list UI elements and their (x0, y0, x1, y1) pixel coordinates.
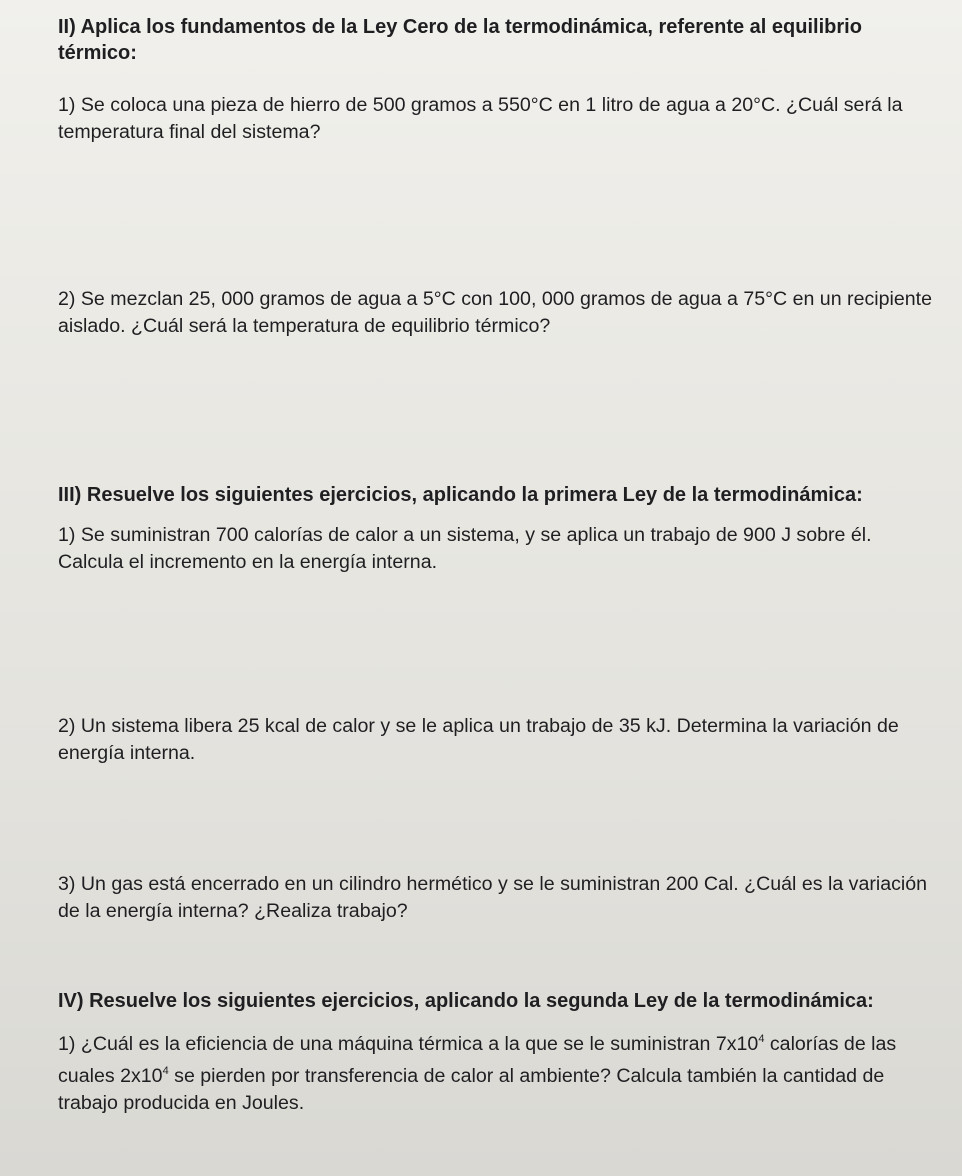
exponent-2: 4 (162, 1065, 169, 1077)
section-ii-title: II) Aplica los fundamentos de la Ley Cero de la termodinámica, referente al equilibrio térmico: (58, 16, 862, 64)
section-ii-question-2: 2) Se mezclan 25, 000 gramos de agua a 5°C con 100, 000 gramos de agua a 75°C en un recipiente aislado. ¿Cuál será la temperatura de equilibrio térmico? (58, 288, 933, 337)
section-iii-question-1: 1) Se suministran 700 calorías de calor a un sistema, y se aplica un trabajo de 900 J sobre él. Calcula el incremento en la energía interna. (58, 524, 872, 573)
section-iv-question-1-part-a: 1) ¿Cuál es la eficiencia de una máquina térmica a la que se le suministran 7x10 (58, 1033, 759, 1055)
section-iii-title: III) Resuelve los siguientes ejercicios, aplicando la primera Ley de la termodinámica: (58, 484, 863, 506)
section-ii-question-1: 1) Se coloca una pieza de hierro de 500 gramos a 550°C en 1 litro de agua a 20°C. ¿Cuál será la temperatura final del sistema? (58, 94, 903, 143)
section-iv-question-1-part-b: calorías de las cuales 2x10 (58, 1033, 897, 1087)
section-iv-title: IV) Resuelve los siguientes ejercicios, aplicando la segunda Ley de la termodinámica: (58, 990, 874, 1012)
section-iii-question-2: 2) Un sistema libera 25 kcal de calor y se le aplica un trabajo de 35 kJ. Determina la variación de energía interna. (58, 715, 899, 764)
section-iv-question-1-part-c: se pierden por transferencia de calor al ambiente? Calcula también la cantidad de trabajo producida en Joules. (58, 1065, 885, 1114)
section-iii-question-3: 3) Un gas está encerrado en un cilindro hermético y se le suministran 200 Cal. ¿Cuál es la variación de la energía interna? ¿Realiza trabajo? (58, 873, 928, 922)
exponent-1: 4 (758, 1033, 765, 1045)
section-iv-question-1 (58, 1026, 942, 1117)
